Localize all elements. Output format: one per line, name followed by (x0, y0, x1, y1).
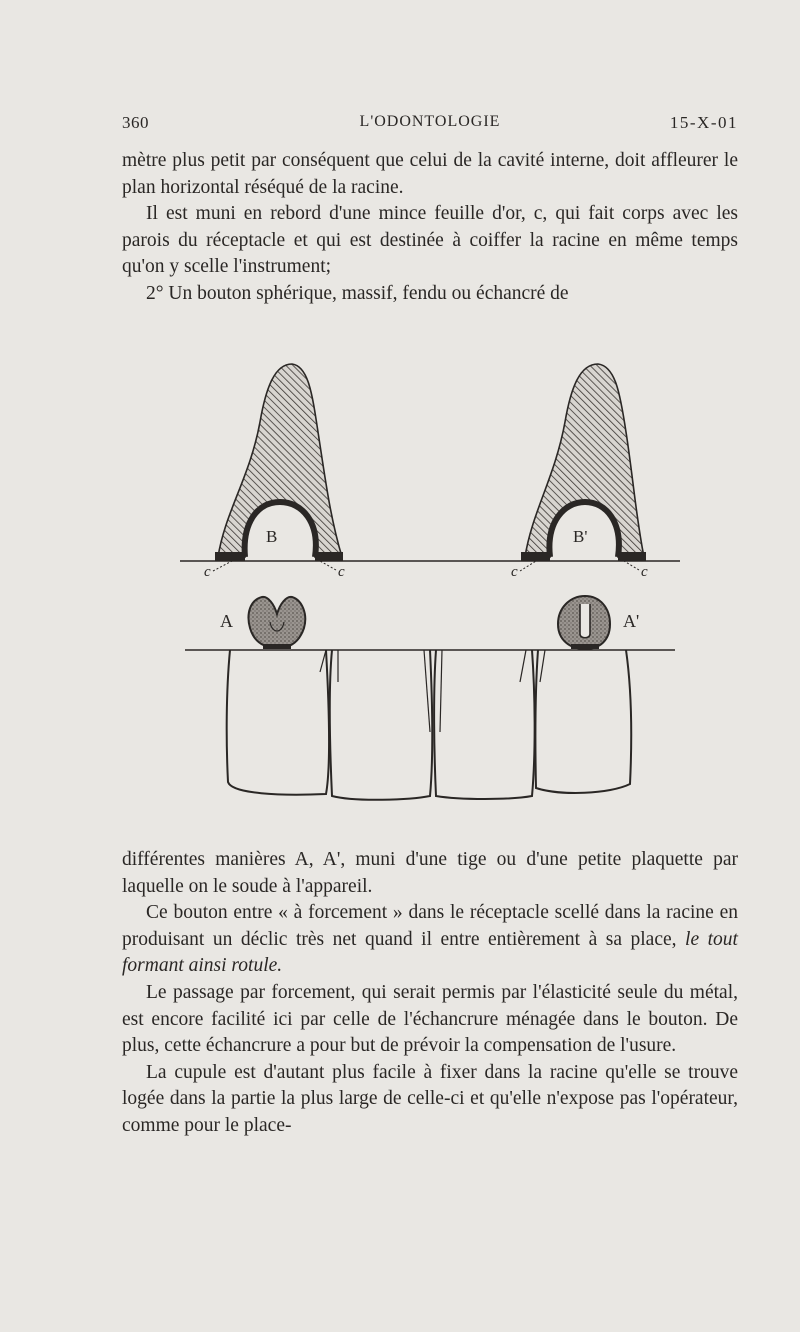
figure-drawing (180, 352, 680, 807)
left-gold-sheet-left (215, 552, 245, 561)
issue-date: 15-X-01 (669, 113, 738, 132)
label-c: c (511, 564, 518, 580)
label-B-prime: B' (573, 527, 588, 546)
page-number: 360 (122, 113, 149, 132)
paragraph (122, 900, 738, 980)
paragraph-text: Ce bouton entre « à forcement » dans le réceptacle scellé dans la racine en produisant un déclic très net quand il entre entièrement à sa place, (122, 902, 738, 950)
dental-figure (180, 352, 680, 807)
paragraph: différentes manières A, A', muni d'une tige ou d'une petite plaquette par laquelle on le soude à l'appareil. (122, 849, 738, 897)
teeth-row (227, 650, 632, 800)
left-button (220, 597, 305, 649)
right-gold-sheet-left (521, 552, 550, 561)
paragraph: Le passage par forcement, qui serait permis par l'élasticité seule du métal, est encore facilité ici par celle de l'échancrure ménagée dans le bouton. De plus, cette échancrure a pour but de prévoir la compensation de l'usure. (122, 981, 738, 1057)
paragraph: mètre plus petit par conséquent que celui de la cavité interne, doit affleurer le plan horizontal réséqué de la racine. (122, 150, 738, 198)
italic-phrase: le tout formant ainsi rotule. (122, 928, 738, 977)
running-header (122, 113, 738, 139)
right-gold-sheet-right (618, 552, 646, 561)
label-c: c (641, 564, 648, 580)
journal-title: L'ODONTOLOGIE (359, 113, 501, 130)
label-c: c (204, 564, 211, 580)
left-gold-sheet-right (315, 552, 343, 561)
paragraph: La cupule est d'autant plus facile à fixer dans la racine qu'elle se trouve logée dans la partie la plus large de celle-ci et qu'elle n'expose pas l'opérateur, comme pour le place- (122, 1061, 738, 1136)
label-A-prime: A' (623, 611, 640, 631)
label-c: c (338, 564, 345, 580)
label-B: B (266, 527, 278, 546)
text-after-figure (122, 847, 738, 1140)
text-before-figure (122, 148, 738, 308)
label-A: A (220, 611, 233, 631)
left-root (215, 364, 343, 561)
paragraph: 2° Un bouton sphérique, massif, fendu ou échancré de (146, 282, 569, 304)
paragraph: Il est muni en rebord d'une mince feuille d'or, c, qui fait corps avec les parois du réceptacle et qui est destinée à coiffer la racine en même temps qu'on y scelle l'instrument; (122, 203, 738, 278)
right-button (558, 596, 639, 649)
